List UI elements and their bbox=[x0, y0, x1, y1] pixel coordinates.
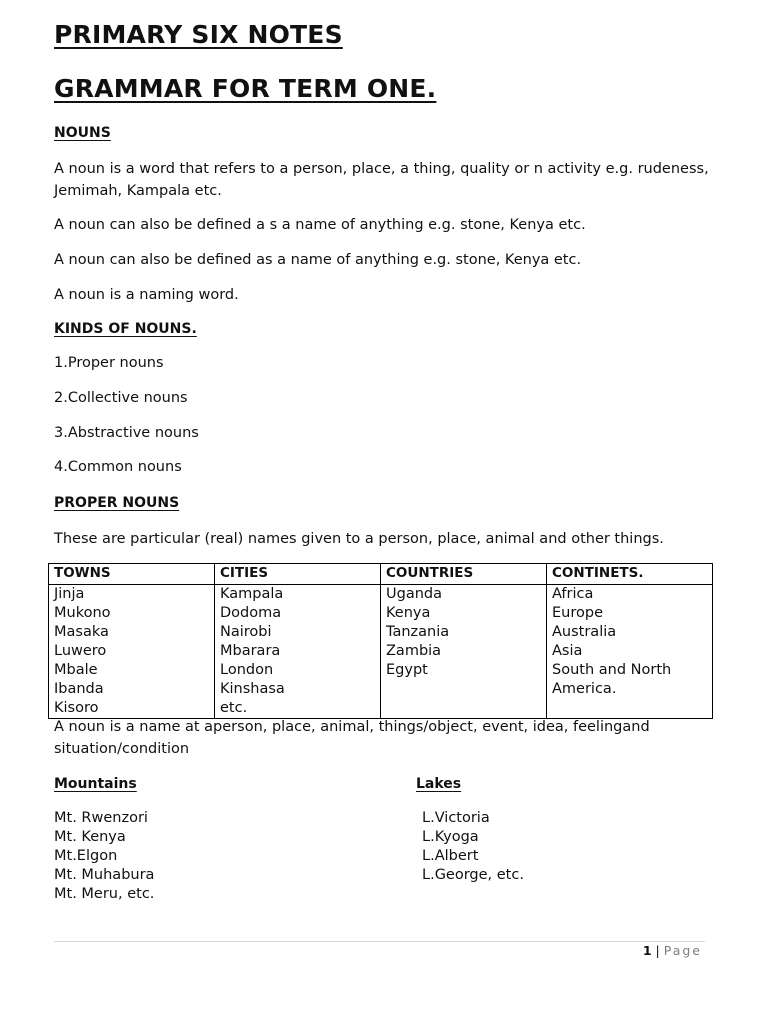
table-cell-line: Kenya bbox=[386, 605, 431, 621]
noun-definition-paragraph: A noun is a name at aperson, place, animal, things/object, event, idea, feelingand situation/condition bbox=[54, 719, 650, 757]
table-header-towns: TOWNS bbox=[49, 564, 215, 585]
table-cell-line: Mukono bbox=[54, 605, 111, 621]
table-cell-line: Jinja bbox=[54, 586, 85, 602]
proper-nouns-table bbox=[48, 563, 713, 719]
list-item: L.Albert bbox=[422, 848, 479, 864]
table-cell-line: Kampala bbox=[220, 586, 284, 602]
kinds-item-1: 1.Proper nouns bbox=[54, 355, 164, 371]
list-item: Mt. Kenya bbox=[54, 829, 126, 845]
table-cell-continents bbox=[547, 585, 713, 719]
document-title: PRIMARY SIX NOTES bbox=[54, 20, 343, 49]
table-header-row bbox=[49, 564, 713, 585]
kinds-item-3: 3.Abstractive nouns bbox=[54, 425, 199, 441]
list-item: L.Kyoga bbox=[422, 829, 479, 845]
table-cell-line: Mbarara bbox=[220, 643, 281, 659]
table-cell-towns bbox=[49, 585, 215, 719]
table-cell-line: Asia bbox=[552, 643, 583, 659]
list-item: Mt.Elgon bbox=[54, 848, 118, 864]
page-number: 1 bbox=[642, 943, 652, 958]
nouns-heading: NOUNS bbox=[54, 125, 111, 141]
table-cell-line: Mbale bbox=[54, 662, 98, 678]
document-subtitle: GRAMMAR FOR TERM ONE. bbox=[54, 74, 437, 103]
list-item: Mt. Meru, etc. bbox=[54, 886, 155, 902]
table-cell-line: Masaka bbox=[54, 624, 109, 640]
nouns-paragraph-1: A noun is a word that refers to a person, place, a thing, quality or n activity e.g. rudeness, Jemimah, Kampala etc. bbox=[54, 161, 709, 199]
nouns-paragraph-4: A noun is a naming word. bbox=[54, 287, 239, 303]
table-cell-line: Africa bbox=[552, 586, 594, 602]
table-cell-line: South and North bbox=[552, 662, 672, 678]
table-cell-line: Luwero bbox=[54, 643, 107, 659]
page-label: Page bbox=[663, 943, 702, 958]
table-cell-line: Tanzania bbox=[386, 624, 450, 640]
table-cell-line: etc. bbox=[220, 700, 248, 716]
nouns-paragraph-3: A noun can also be defined as a name of anything e.g. stone, Kenya etc. bbox=[54, 252, 582, 268]
list-item: Mt. Rwenzori bbox=[54, 810, 148, 826]
table-cell-line: America. bbox=[552, 681, 617, 697]
kinds-heading: KINDS OF NOUNS. bbox=[54, 321, 197, 337]
table-header-cities: CITIES bbox=[215, 564, 381, 585]
table-row bbox=[49, 585, 713, 719]
footer-separator: | bbox=[655, 943, 660, 958]
table-cell-line: Kinshasa bbox=[220, 681, 285, 697]
list-item: Mt. Muhabura bbox=[54, 867, 155, 883]
table-cell-line: Ibanda bbox=[54, 681, 104, 697]
table-cell-line: Australia bbox=[552, 624, 617, 640]
proper-nouns-heading: PROPER NOUNS bbox=[54, 495, 180, 511]
lakes-heading: Lakes bbox=[416, 776, 462, 792]
table-cell-cities bbox=[215, 585, 381, 719]
table-cell-line: Kisoro bbox=[54, 700, 99, 716]
table-cell-countries bbox=[381, 585, 547, 719]
nouns-paragraph-2: A noun can also be defined a s a name of anything e.g. stone, Kenya etc. bbox=[54, 217, 586, 233]
table-cell-line: London bbox=[220, 662, 274, 678]
kinds-item-4: 4.Common nouns bbox=[54, 459, 182, 475]
table-header-countries: COUNTRIES bbox=[381, 564, 547, 585]
proper-nouns-intro: These are particular (real) names given to a person, place, animal and other things. bbox=[54, 531, 664, 547]
table-cell-line: Europe bbox=[552, 605, 603, 621]
mountains-list bbox=[54, 809, 154, 904]
page-footer bbox=[643, 943, 702, 958]
list-item: L.George, etc. bbox=[422, 867, 524, 883]
kinds-item-2: 2.Collective nouns bbox=[54, 390, 188, 406]
mountains-heading: Mountains bbox=[54, 776, 137, 792]
table-cell-line: Egypt bbox=[386, 662, 428, 678]
table-cell-line: Dodoma bbox=[220, 605, 282, 621]
table-cell-line: Uganda bbox=[386, 586, 442, 602]
lakes-list bbox=[422, 809, 524, 885]
table-cell-line: Zambia bbox=[386, 643, 442, 659]
table-cell-line: Nairobi bbox=[220, 624, 272, 640]
footer-divider bbox=[54, 941, 705, 942]
table-header-continents: CONTINETS. bbox=[547, 564, 713, 585]
list-item: L.Victoria bbox=[422, 810, 490, 826]
